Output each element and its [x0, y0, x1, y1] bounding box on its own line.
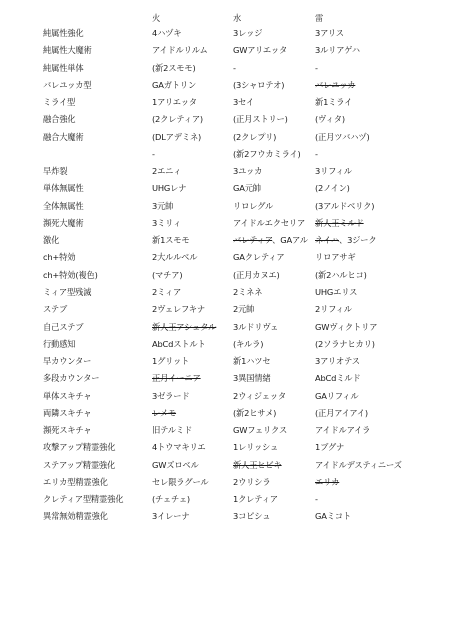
cell-thunder: [315, 184, 350, 192]
entry: アイドルデスティニーズ: [315, 459, 402, 470]
row-label: 融合大魔術: [43, 131, 84, 142]
row-label: 自己ステブ: [43, 321, 84, 332]
table-row: [0, 199, 452, 216]
cell-fire: [152, 236, 189, 244]
entry: (正月カヌエ): [233, 269, 280, 280]
entry: アイドルリルム: [152, 45, 208, 56]
entry: 3ルリアゲハ: [315, 45, 360, 56]
row-label: 単体無属性: [43, 183, 84, 194]
entry: -: [315, 148, 318, 159]
cell-water: [233, 495, 278, 503]
cell-water: [233, 167, 262, 175]
entry: AbCdストルト: [152, 338, 206, 349]
cell-fire: [152, 461, 199, 469]
table-row: [0, 147, 452, 164]
row-label: ch+特効: [43, 252, 76, 263]
entry: 3レッジ: [233, 28, 263, 38]
cell-fire: [152, 64, 196, 72]
cell-water: [233, 202, 273, 210]
entry: 旧テルミド: [152, 425, 193, 436]
cell-thunder: [315, 150, 318, 158]
row-label: 純属性大魔術: [43, 45, 92, 56]
column-header-row: [0, 11, 452, 25]
table-row: [0, 164, 452, 181]
row-label: 攻撃アップ精霊強化: [43, 442, 116, 453]
cell-thunder: [315, 133, 370, 141]
table-row: [0, 43, 452, 60]
entry: 2ウリシラ: [233, 476, 271, 487]
cell-water: [233, 374, 270, 382]
table-row: [0, 78, 452, 95]
cell-water: [233, 323, 278, 331]
table-row: [0, 130, 452, 147]
entry: 2リフィル: [315, 304, 352, 315]
entry: GWズロベル: [152, 459, 199, 470]
struck-entry: エリカ: [315, 476, 340, 487]
entry: GWアリエッタ: [233, 45, 288, 56]
entry: 2ミィア: [152, 286, 182, 297]
entry: 3アリス: [315, 28, 344, 38]
cell-fire: [152, 81, 196, 89]
cell-fire: [152, 271, 182, 279]
table-row: [0, 354, 452, 371]
entry: (正月ストリー): [233, 114, 288, 125]
struck-entry: レメモ: [152, 407, 177, 418]
entry: (ヴィタ): [315, 114, 345, 125]
entry: 1ブグナ: [315, 442, 345, 453]
entry: (2クレティア): [152, 114, 203, 125]
cell-fire: [152, 46, 208, 54]
table-row: [0, 302, 452, 319]
cell-fire: [152, 167, 181, 175]
cell-water: [233, 357, 270, 365]
cell-fire: [152, 184, 186, 192]
entry: 1クレティア: [233, 494, 278, 505]
table-row: [0, 233, 452, 250]
entry: 新1スモモ: [152, 235, 190, 246]
cell-water: [233, 236, 308, 244]
entry: 1グリット: [152, 356, 190, 367]
cell-water: [233, 150, 301, 158]
cell-thunder: [315, 443, 344, 451]
cell-fire: [152, 133, 201, 141]
cell-thunder: [315, 323, 377, 331]
cell-water: [233, 81, 284, 89]
cell-water: [233, 184, 261, 192]
cell-fire: [152, 115, 203, 123]
entry: (新2スモモ): [152, 62, 196, 73]
entry: 1アリエッタ: [152, 97, 197, 108]
cell-fire: [152, 478, 209, 486]
entry: (新2ヒサメ): [233, 407, 277, 418]
cell-water: [233, 443, 278, 451]
row-label: 全体無属性: [43, 200, 84, 211]
entry: (新2ハルヒコ): [315, 269, 367, 280]
cell-thunder: [315, 46, 360, 54]
cell-fire: [152, 202, 173, 210]
row-label: ch+特効(複色): [43, 269, 98, 280]
table-row: [0, 285, 452, 302]
row-label: 瀕死スキチャ: [43, 425, 92, 436]
cell-water: [233, 305, 254, 313]
row-label: 純属性強化: [43, 28, 84, 38]
entry: 2元帥: [233, 304, 255, 315]
row-label: 早炸裂: [43, 166, 68, 177]
cell-thunder: [315, 426, 370, 434]
cell-fire: [152, 357, 189, 365]
cell-thunder: [315, 409, 368, 417]
entry: 新1ハツセ: [233, 356, 271, 367]
struck-entry: バレティア: [233, 235, 273, 246]
column-header-water: 水: [233, 13, 242, 23]
entry: GAガトリン: [152, 79, 197, 90]
entry: セレ限ラグール: [152, 476, 209, 487]
entry: (チェチェ): [152, 494, 190, 505]
struck-entry: 新人王アシュタル: [152, 321, 217, 332]
cell-fire: [152, 305, 205, 313]
table-row: [0, 475, 452, 492]
entry: リロアサギ: [315, 252, 356, 263]
table-row: [0, 389, 452, 406]
cell-water: [233, 253, 285, 261]
cell-thunder: [315, 357, 360, 365]
entry: 3異国情緒: [233, 373, 271, 384]
struck-entry: ネイハ: [315, 235, 339, 246]
cell-thunder: [315, 305, 352, 313]
cell-water: [233, 340, 263, 348]
cell-thunder: [315, 461, 402, 469]
cell-thunder: [315, 374, 361, 382]
cell-fire: [152, 426, 192, 434]
entry: (2ソラナヒカリ): [315, 338, 375, 349]
cell-fire: [152, 340, 206, 348]
cell-water: [233, 115, 288, 123]
entry: GA元帥: [233, 183, 261, 194]
cell-fire: [152, 409, 176, 417]
cell-thunder: [315, 115, 345, 123]
entry: 1レリッシュ: [233, 442, 279, 453]
entry: 3ミリィ: [152, 217, 182, 228]
struck-entry: バレユッカ: [315, 79, 356, 90]
entry: UHGエリス: [315, 286, 358, 297]
cell-thunder: [315, 202, 374, 210]
entry: GAリフィル: [315, 390, 359, 401]
column-header-fire: 火: [152, 13, 161, 23]
cell-fire: [152, 323, 216, 331]
cell-thunder: [315, 253, 356, 261]
entry: -: [315, 62, 318, 73]
cell-water: [233, 219, 305, 227]
entry: -: [315, 494, 318, 505]
table-row: [0, 61, 452, 78]
row-label: 早カウンター: [43, 356, 92, 367]
cell-thunder: [315, 495, 318, 503]
entry: 4トウマキリエ: [152, 442, 206, 453]
row-label: クレティア型精霊強化: [43, 494, 124, 505]
row-label: 瀕死大魔術: [43, 217, 84, 228]
table-row: [0, 406, 452, 423]
entry: (3シャロテオ): [233, 79, 285, 90]
row-label: 純属性単体: [43, 62, 84, 73]
entry: 3アリオテス: [315, 356, 360, 367]
struck-entry: 正月イーニア: [152, 373, 201, 384]
cell-thunder: [315, 236, 376, 244]
table-row: [0, 26, 452, 43]
entry: (正月ツバハヅ): [315, 131, 370, 142]
entry: -: [152, 148, 155, 159]
cell-water: [233, 288, 262, 296]
row-label: 多段カウンター: [43, 373, 100, 384]
entry: (2ノイン): [315, 183, 350, 194]
entry: AbCdミルド: [315, 373, 361, 384]
entry: 2ミネネ: [233, 286, 263, 297]
entry: 3元帥: [152, 200, 174, 211]
cell-fire: [152, 150, 155, 158]
row-label: ステアップ精霊強化: [43, 459, 116, 470]
cell-fire: [152, 512, 189, 520]
cell-water: [233, 426, 287, 434]
cell-fire: [152, 392, 189, 400]
entry: (新2フウカミライ): [233, 148, 301, 159]
cell-water: [233, 392, 286, 400]
entry: (3アルドベリク): [315, 200, 375, 211]
cell-fire: [152, 219, 181, 227]
cell-water: [233, 461, 282, 469]
row-label: 異常無効精霊強化: [43, 511, 108, 522]
row-label: 両隣スキチャ: [43, 407, 92, 418]
table-row: [0, 181, 452, 198]
cell-thunder: [315, 340, 375, 348]
row-label: ミライ型: [43, 97, 76, 108]
row-label: エリカ型精霊強化: [43, 476, 108, 487]
cell-fire: [152, 253, 197, 261]
entry: -: [233, 62, 236, 73]
entry: アイドルエクセリア: [233, 217, 306, 228]
cell-thunder: [315, 219, 364, 227]
cell-fire: [152, 288, 181, 296]
cell-fire: [152, 29, 181, 37]
cell-thunder: [315, 29, 344, 37]
cell-thunder: [315, 98, 352, 106]
cell-water: [233, 512, 270, 520]
entry: 、3ジーク: [338, 235, 377, 246]
row-label: 単体スキチャ: [43, 390, 92, 401]
cell-thunder: [315, 478, 339, 486]
table-row: [0, 250, 452, 267]
table-row: [0, 95, 452, 112]
cell-thunder: [315, 64, 318, 72]
table-row: [0, 337, 452, 354]
entry: 2エニィ: [152, 166, 182, 177]
cell-fire: [152, 443, 206, 451]
row-label: 行動感知: [43, 338, 76, 349]
table-row: [0, 216, 452, 233]
table-row: [0, 440, 452, 457]
cell-thunder: [315, 81, 355, 89]
entry: 4ハヅキ: [152, 28, 182, 38]
cell-water: [233, 271, 280, 279]
entry: GAクレティア: [233, 252, 285, 263]
table-row: [0, 268, 452, 285]
cell-water: [233, 478, 270, 486]
cell-thunder: [315, 271, 367, 279]
row-label: ステブ: [43, 304, 68, 315]
row-label: バレユッカ型: [43, 79, 92, 90]
entry: 3セイ: [233, 97, 255, 108]
entry: UHGレナ: [152, 183, 187, 194]
cell-thunder: [315, 512, 351, 520]
struck-entry: 新人王ヒビキ: [233, 459, 282, 470]
entry: 3リフィル: [315, 166, 352, 177]
cell-thunder: [315, 392, 358, 400]
table-row: [0, 423, 452, 440]
entry: 新1ミライ: [315, 97, 353, 108]
cell-water: [233, 133, 276, 141]
entry: 、GAアル: [272, 235, 308, 246]
cell-thunder: [315, 288, 357, 296]
entry: 3コピシュ: [233, 511, 271, 522]
table-row: [0, 509, 452, 526]
cell-fire: [152, 98, 197, 106]
table-row: [0, 458, 452, 475]
row-label: 激化: [43, 235, 60, 246]
cell-water: [233, 98, 254, 106]
cell-water: [233, 46, 287, 54]
table-row: [0, 492, 452, 509]
entry: 3イレーナ: [152, 511, 190, 522]
row-label: 融合強化: [43, 114, 76, 125]
table-row: [0, 320, 452, 337]
cell-water: [233, 29, 262, 37]
entry: GWヴィクトリア: [315, 321, 378, 332]
entry: 2ウィジェッタ: [233, 390, 286, 401]
entry: 3ルドリヴェ: [233, 321, 279, 332]
entry: GWフェリクス: [233, 425, 288, 436]
entry: アイドルアイラ: [315, 425, 371, 436]
cell-fire: [152, 495, 190, 503]
cell-thunder: [315, 167, 352, 175]
struck-entry: 新人王ミルド: [315, 217, 364, 228]
cell-fire: [152, 374, 201, 382]
column-header-thunder: 雷: [315, 13, 324, 23]
cell-water: [233, 409, 276, 417]
entry: (2クレプリ): [233, 131, 277, 142]
entry: リロレグル: [233, 200, 274, 211]
table-row: [0, 371, 452, 388]
table-body: [0, 26, 452, 527]
entry: (DLアデミネ): [152, 131, 202, 142]
table-row: [0, 112, 452, 129]
cell-water: [233, 64, 236, 72]
entry: (キルラ): [233, 338, 264, 349]
entry: (マチア): [152, 269, 183, 280]
entry: (正月アイアイ): [315, 407, 368, 418]
entry: 3ユッカ: [233, 166, 263, 177]
entry: 3ゼラード: [152, 390, 190, 401]
row-label: ミィア型残滅: [43, 286, 92, 297]
entry: GAミコト: [315, 511, 351, 522]
entry: 2ヴェレフキナ: [152, 304, 205, 315]
entry: 2大ルルベル: [152, 252, 198, 263]
